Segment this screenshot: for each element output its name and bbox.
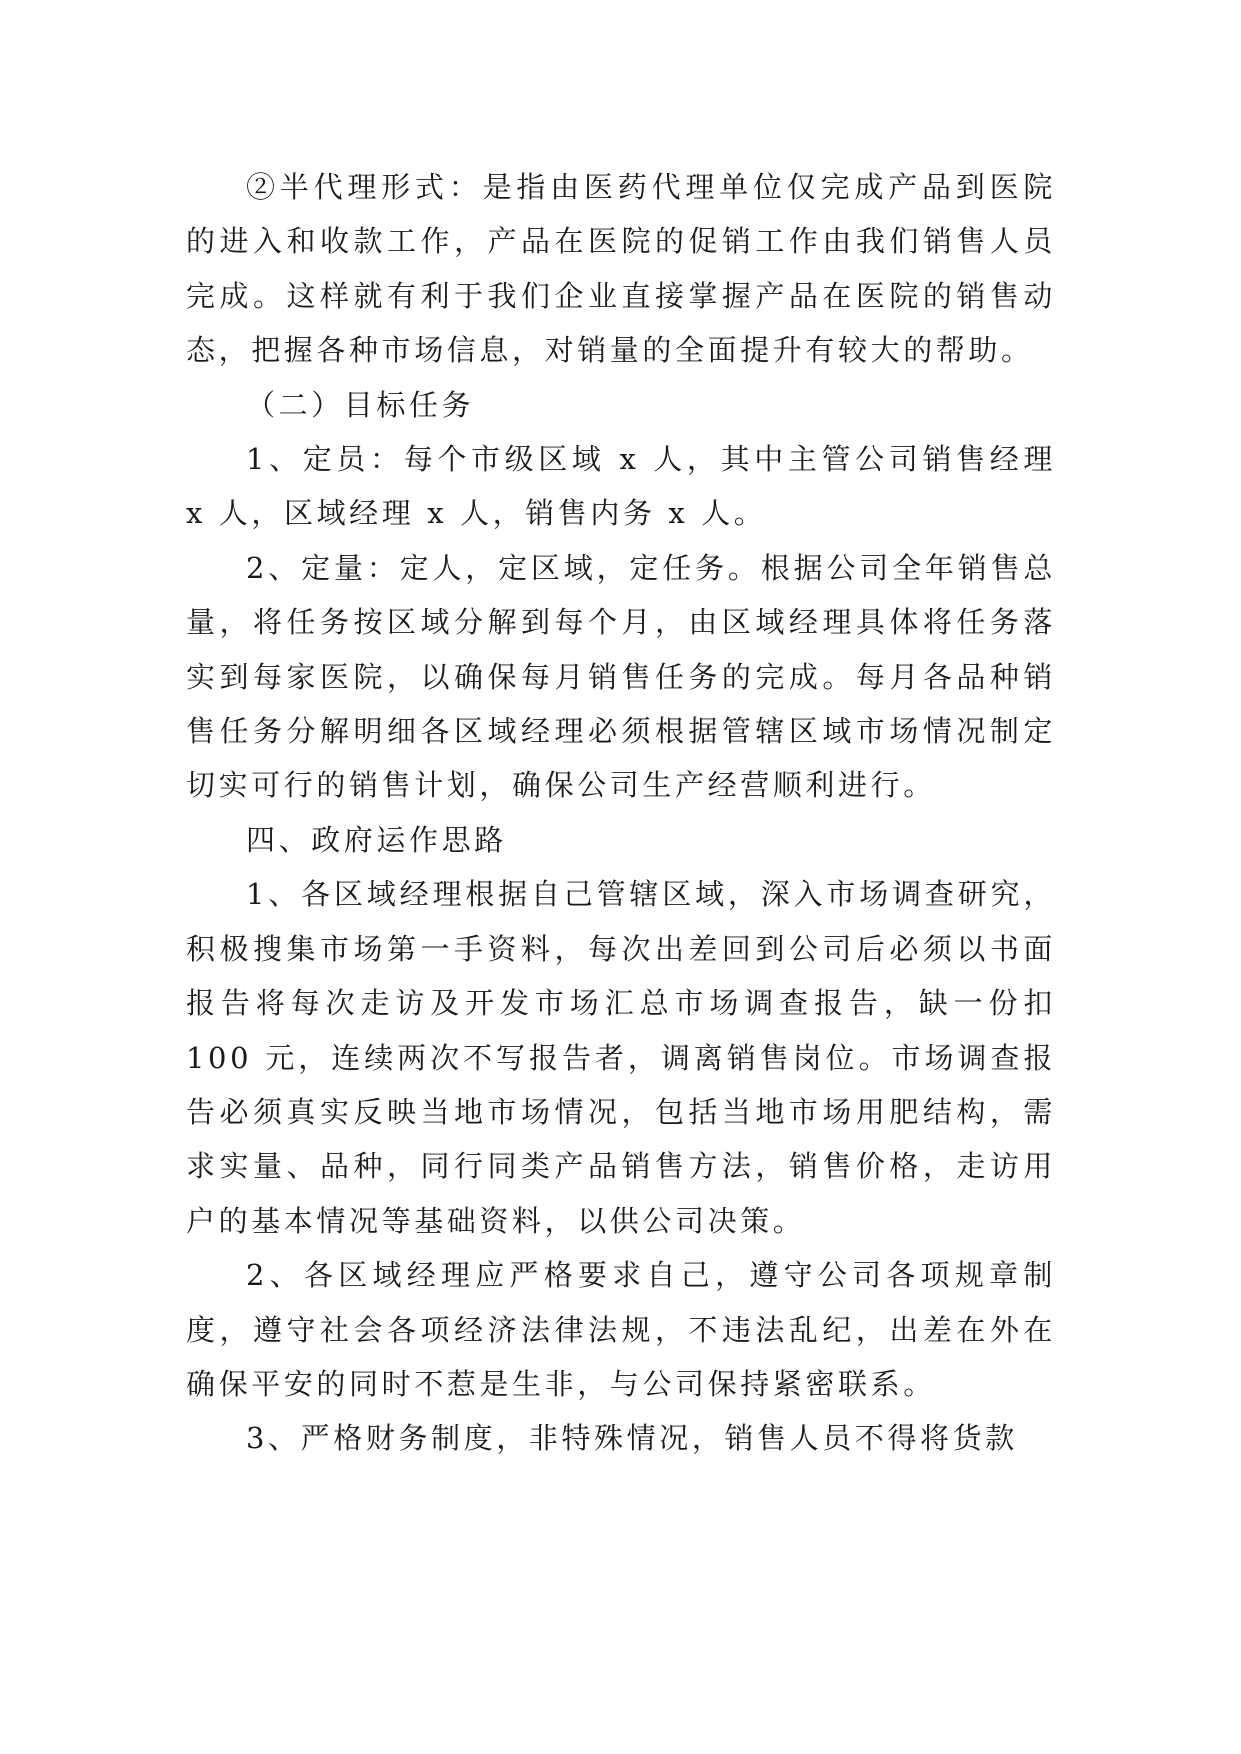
- paragraph-staffing: 1、定员：每个市级区域 x 人，其中主管公司销售经理 x 人，区域经理 x 人，销售内务 x 人。: [186, 442, 1056, 531]
- paragraph-market-research: 1、各区域经理根据自己管辖区域，深入市场调查研究，积极搜集市场第一手资料，每次出差回到公司后必须以书面报告将每次走访及开发市场汇总市场调查报告，缺一份扣 100 元，连续两次不写报告者，调离销售岗位。市场调查报告必须真实反映当地市场情况，包括当地市场用肥结构，需求实量、品种，同行同类产品销售方法，销售价格，走访用户的基本情况等基础资料，以供公司决策。: [186, 877, 1056, 1238]
- document-body: [186, 160, 1056, 1466]
- paragraph-finance: 3、严格财务制度，非特殊情况，销售人员不得将货款: [246, 1421, 1018, 1456]
- paragraph-quota: 2、定量：定人，定区域，定任务。根据公司全年销售总量，将任务按区域分解到每个月，由区域经理具体将任务落实到每家医院，以确保每月销售任务的完成。每月各品种销售任务分解明细各区域经理必须根据管辖区域市场情况制定切实可行的销售计划，确保公司生产经营顺利进行。: [186, 550, 1056, 803]
- paragraph-discipline: 2、各区域经理应严格要求自己，遵守公司各项规章制度，遵守社会各项经济法律法规，不违法乱纪，出差在外在确保平安的同时不惹是生非，与公司保持紧密联系。: [186, 1258, 1056, 1401]
- section-heading-government-ops: 四、政府运作思路: [246, 822, 507, 857]
- section-heading-target-tasks: （二）目标任务: [246, 387, 475, 422]
- paragraph-semi-agency: ②半代理形式：是指由医药代理单位仅完成产品到医院的进入和收款工作，产品在医院的促销工作由我们销售人员完成。这样就有利于我们企业直接掌握产品在医院的销售动态，把握各种市场信息，对销量的全面提升有较大的帮助。: [186, 170, 1056, 368]
